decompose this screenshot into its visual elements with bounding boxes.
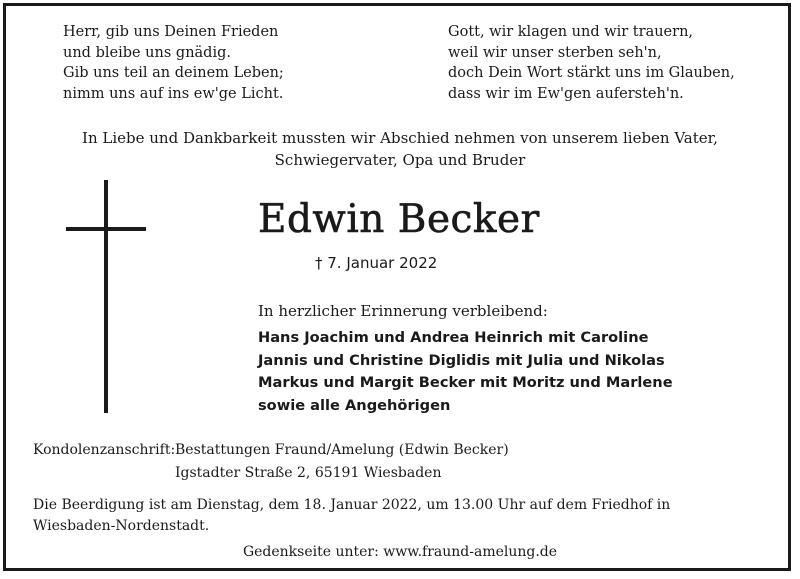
cross-horizontal-bar: [66, 227, 146, 231]
mourner-line: Markus und Margit Becker mit Moritz und Marlene: [258, 374, 673, 392]
verse-line: und bleibe uns gnädig.: [63, 44, 231, 61]
deceased-name: Edwin Becker: [258, 197, 540, 242]
death-date: † 7. Januar 2022: [315, 254, 438, 272]
mourner-line: Hans Joachim und Andrea Heinrich mit Caroline: [258, 329, 649, 346]
verse-right: [448, 22, 735, 104]
mourners-list: [258, 327, 673, 418]
intro-text: [0, 127, 800, 171]
memory-line: In herzlicher Erinnerung verbleibend:: [258, 302, 548, 320]
condolence-address-line: Igstadter Straße 2, 65191 Wiesbaden: [175, 465, 442, 481]
funeral-line: Wiesbaden-Nordenstadt.: [33, 518, 210, 534]
verse-line: nimm uns auf ins ew'ge Licht.: [63, 85, 284, 102]
cross-icon: [66, 180, 146, 413]
verse-line: Gott, wir klagen und wir trauern,: [448, 24, 694, 40]
mourner-line: Jannis und Christine Diglidis mit Julia und Nikolas: [258, 351, 665, 369]
verse-line: doch Dein Wort stärkt uns im Glauben,: [448, 65, 735, 81]
verse-line: weil wir unser sterben seh'n,: [448, 44, 662, 61]
cross-vertical-bar: [104, 180, 108, 413]
memorial-page-link: Gedenkseite unter: www.fraund-amelung.de: [242, 544, 558, 560]
funeral-info: [33, 495, 670, 537]
funeral-line: Die Beerdigung ist am Dienstag, dem 18. Januar 2022, um 13.00 Uhr auf dem Friedhof in: [33, 497, 671, 513]
condolence-address-line: Bestattungen Fraund/Amelung (Edwin Becker): [175, 442, 509, 458]
intro-line: Schwiegervater, Opa und Bruder: [274, 151, 526, 169]
intro-line: In Liebe und Dankbarkeit mussten wir Abschied nehmen von unserem lieben Vater,: [82, 129, 718, 147]
verse-line: Herr, gib uns Deinen Frieden: [63, 24, 279, 40]
mourner-line: sowie alle Angehörigen: [258, 397, 451, 415]
verse-left: [63, 22, 284, 104]
verse-line: dass wir im Ew'gen aufersteh'n.: [448, 85, 684, 102]
condolence-label: Kondolenzanschrift:: [33, 442, 176, 458]
verse-line: Gib uns teil an deinem Leben;: [63, 65, 284, 81]
